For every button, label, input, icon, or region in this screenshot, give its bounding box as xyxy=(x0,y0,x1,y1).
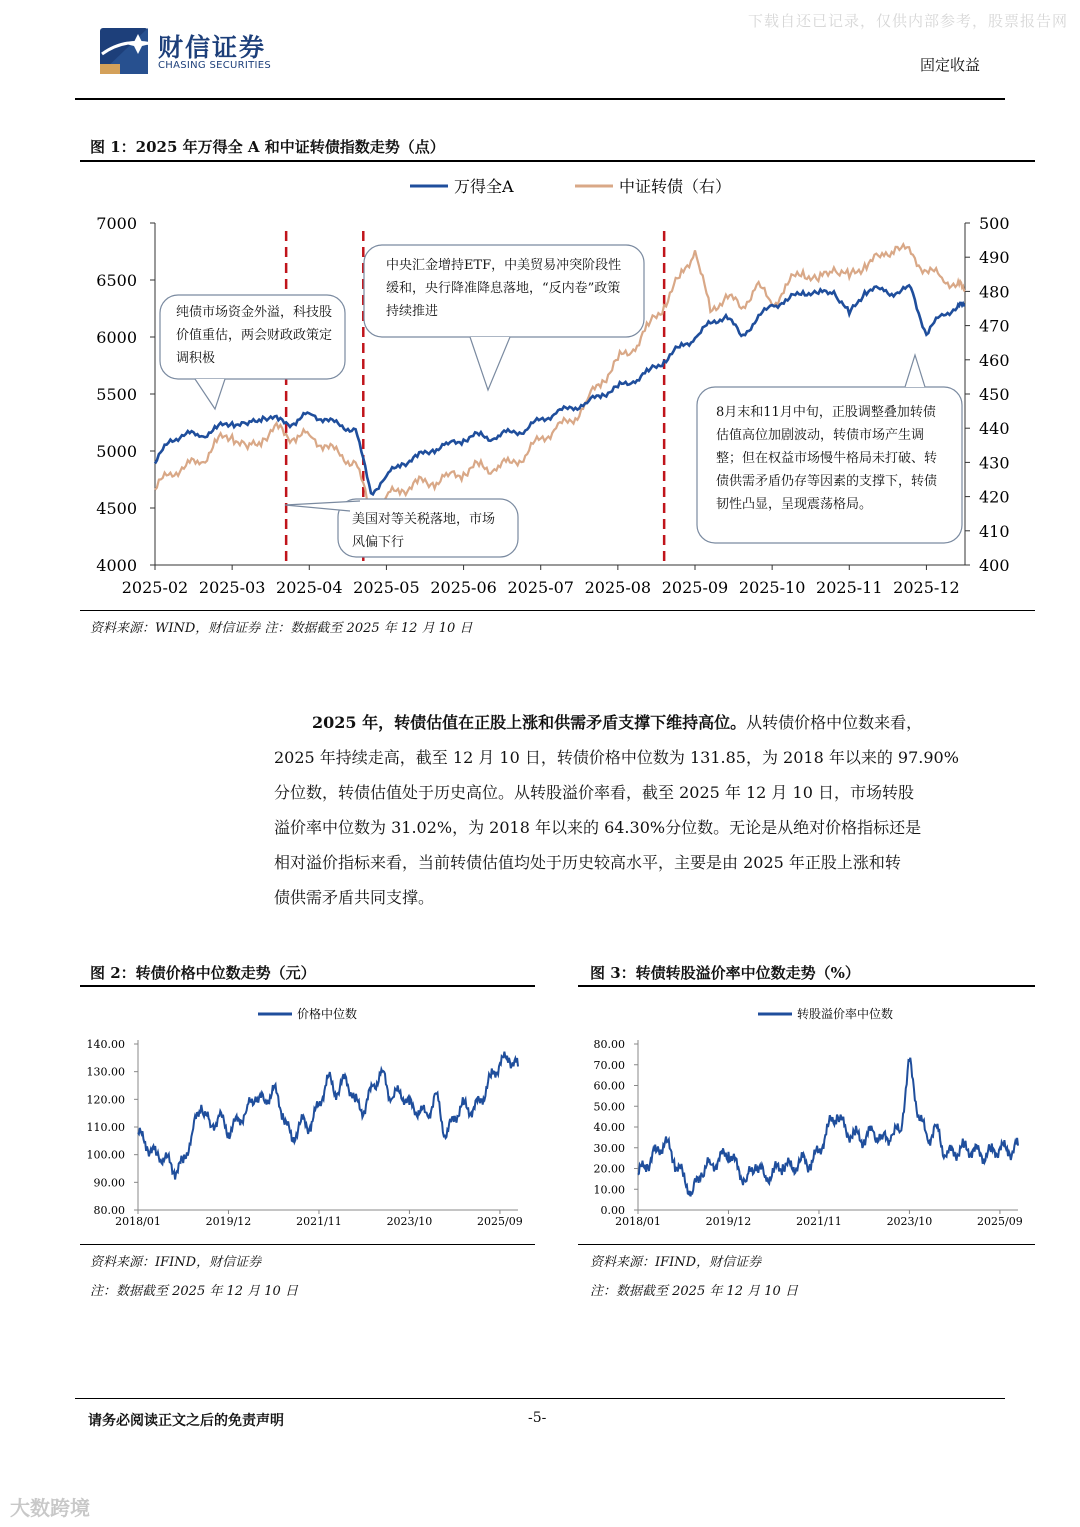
figure1-bottom-rule xyxy=(80,610,1035,611)
x-tick-label: 2021/11 xyxy=(296,1215,342,1228)
y-right-tick-label: 450 xyxy=(979,385,1010,404)
annotation-3-bubble-tail xyxy=(285,501,360,511)
y-tick-label: 100.00 xyxy=(86,1148,125,1162)
figure2-title: 图 2：转债价格中位数走势（元） xyxy=(90,964,316,982)
x-tick-label: 2025-05 xyxy=(353,578,420,597)
x-tick-label: 2025-08 xyxy=(584,578,652,597)
y-right-tick-label: 500 xyxy=(979,214,1010,233)
y-tick-label: 50.00 xyxy=(593,1100,625,1114)
figure2-top-rule xyxy=(80,985,535,987)
y-right-tick-label: 430 xyxy=(979,453,1010,473)
paragraph-line-3: 溢价率中位数为 31.02%，为 2018 年以来的 64.30%分位数。无论是从绝对价格指标还是 xyxy=(274,818,922,837)
body-paragraph xyxy=(274,705,1004,915)
annotation-1-bubble-tail xyxy=(195,379,225,409)
x-tick-label: 2025-03 xyxy=(198,578,266,597)
y-tick-label: 60.00 xyxy=(593,1079,625,1093)
legend-label: 价格中位数 xyxy=(297,1007,358,1021)
x-tick-label: 2018/01 xyxy=(615,1215,661,1228)
y-tick-label: 80.00 xyxy=(93,1204,125,1217)
legend-label-1: 中证转债（右） xyxy=(619,177,732,196)
y-tick-label: 70.00 xyxy=(593,1058,625,1072)
annotation-box-3: 美国对等关税落地，市场风偏下行 xyxy=(352,512,496,550)
y-right-tick-label: 440 xyxy=(979,419,1010,439)
y-tick-label: 130.00 xyxy=(86,1065,125,1079)
x-tick-label: 2023/10 xyxy=(886,1215,933,1228)
y-right-tick-label: 420 xyxy=(979,487,1010,507)
logo-name-en: CHASING SECURITIES xyxy=(158,60,272,71)
y-tick-label: 90.00 xyxy=(93,1176,125,1190)
y-right-tick-label: 400 xyxy=(979,556,1010,575)
figure1-chart xyxy=(0,165,1080,610)
y-tick-label: 120.00 xyxy=(86,1093,125,1107)
y-tick-label: 140.00 xyxy=(86,1038,125,1051)
y-tick-label: 0.00 xyxy=(600,1204,625,1217)
report-category: 固定收益 xyxy=(919,56,980,74)
figure3-title: 图 3：转债转股溢价率中位数走势（%） xyxy=(590,964,860,982)
footer-divider xyxy=(75,1398,1005,1399)
y-right-tick-label: 460 xyxy=(979,350,1010,370)
y-tick-label: 10.00 xyxy=(593,1183,625,1197)
annotation-box-1: 纯债市场资金外溢，科技股价值重估，两会财政政策定调积极 xyxy=(176,305,333,366)
annotation-4-bubble-tail xyxy=(905,355,925,387)
paragraph-line-1: 2025 年持续走高，截至 12 月 10 日，转债价格中位数为 131.85，为 2018 年以来的 97.90% xyxy=(274,748,959,767)
annotation-box-2: 中央汇金增持ETF，中美贸易冲突阶段性缓和，央行降准降息落地，“反内卷”政策持续推进 xyxy=(386,258,622,319)
page-number: -5- xyxy=(528,1410,547,1426)
x-tick-label: 2025/09 xyxy=(977,1215,1023,1228)
legend-label-0: 万得全A xyxy=(454,177,514,196)
x-tick-label: 2025-04 xyxy=(276,578,343,597)
x-tick-label: 2021/11 xyxy=(796,1215,842,1228)
paragraph-line-5: 债供需矛盾共同支撑。 xyxy=(274,888,435,907)
figure3-chart xyxy=(578,992,1038,1242)
company-logo xyxy=(98,24,298,80)
x-tick-label: 2025/09 xyxy=(477,1215,523,1228)
annotation-2-bubble-tail xyxy=(470,337,510,390)
header-divider xyxy=(75,98,1005,100)
x-tick-label: 2025-09 xyxy=(661,578,729,597)
top-watermark: 下载自还已记录，仅供内部参考，股票报告网 xyxy=(747,12,1068,30)
x-tick-label: 2019/12 xyxy=(705,1215,752,1228)
y-left-tick-label: 6000 xyxy=(96,328,137,347)
y-left-tick-label: 5500 xyxy=(96,385,137,404)
figure2-bottom-rule xyxy=(80,1244,535,1245)
y-right-tick-label: 410 xyxy=(979,521,1010,541)
y-tick-label: 40.00 xyxy=(593,1121,625,1134)
figure2-source: 资料来源：IFIND，财信证券 xyxy=(90,1255,262,1270)
x-tick-label: 2025-11 xyxy=(816,578,883,597)
y-tick-label: 110.00 xyxy=(86,1121,125,1134)
y-left-tick-label: 5000 xyxy=(96,442,137,461)
paragraph-line-2: 分位数，转债估值处于历史高位。从转股溢价率看，截至 2025 年 12 月 10 日，市场转股 xyxy=(274,783,914,802)
annotation-box-4: 8月末和11月中旬，正股调整叠加转债估值高位加剧波动，转债市场产生调整；但在权益市场慢牛格局未打破、转债供需矛盾仍存等因素的支撑下，转债韧性凸显，呈现震荡格局。 xyxy=(716,405,938,512)
y-right-tick-label: 470 xyxy=(979,316,1010,336)
figure1-source: 资料来源：WIND，财信证券 注：数据截至 2025 年 12 月 10 日 xyxy=(90,621,473,636)
figure3-top-rule xyxy=(578,985,1035,987)
logo-name-cn: 财信证券 xyxy=(158,33,267,62)
x-tick-label: 2018/01 xyxy=(115,1215,161,1228)
x-tick-label: 2025-12 xyxy=(893,578,960,597)
bottom-watermark: 大数跨境 xyxy=(10,1496,90,1520)
x-tick-label: 2023/10 xyxy=(386,1215,433,1228)
figure3-source: 资料来源：IFIND，财信证券 xyxy=(590,1255,762,1270)
paragraph-lead: 2025 年，转债估值在正股上涨和供需矛盾支撑下维持高位。 xyxy=(312,713,747,732)
paragraph-line-4: 相对溢价指标来看，当前转债估值均处于历史较高水平，主要是由 2025 年正股上涨和转 xyxy=(274,853,901,872)
legend-label: 转股溢价率中位数 xyxy=(797,1007,894,1021)
x-tick-label: 2025-02 xyxy=(121,578,189,597)
y-tick-label: 20.00 xyxy=(593,1162,625,1176)
figure2-note: 注：数据截至 2025 年 12 月 10 日 xyxy=(90,1284,298,1299)
y-left-tick-label: 6500 xyxy=(96,271,137,290)
y-left-tick-label: 7000 xyxy=(96,214,137,233)
paragraph-line-0: 从转债价格中位数来看， xyxy=(746,713,923,732)
x-tick-label: 2025-10 xyxy=(738,578,806,597)
figure2-chart xyxy=(78,992,538,1242)
x-tick-label: 2025-06 xyxy=(430,578,497,597)
y-left-tick-label: 4000 xyxy=(96,556,137,575)
y-left-tick-label: 4500 xyxy=(96,499,137,518)
logo-emblem-icon xyxy=(98,24,154,78)
figure3-note: 注：数据截至 2025 年 12 月 10 日 xyxy=(590,1284,798,1299)
x-tick-label: 2019/12 xyxy=(205,1215,252,1228)
y-tick-label: 80.00 xyxy=(593,1038,625,1051)
figure3-bottom-rule xyxy=(578,1244,1035,1245)
footer-disclaimer: 请务必阅读正文之后的免责声明 xyxy=(88,1413,284,1429)
figure1-top-rule xyxy=(80,160,1035,162)
y-right-tick-label: 480 xyxy=(979,282,1010,302)
series-line xyxy=(138,1052,518,1180)
x-tick-label: 2025-07 xyxy=(507,578,574,597)
figure1-title: 图 1：2025 年万得全 A 和中证转债指数走势（点） xyxy=(90,138,445,156)
series-line xyxy=(638,1058,1018,1197)
y-right-tick-label: 490 xyxy=(979,248,1010,268)
y-tick-label: 30.00 xyxy=(593,1141,625,1155)
